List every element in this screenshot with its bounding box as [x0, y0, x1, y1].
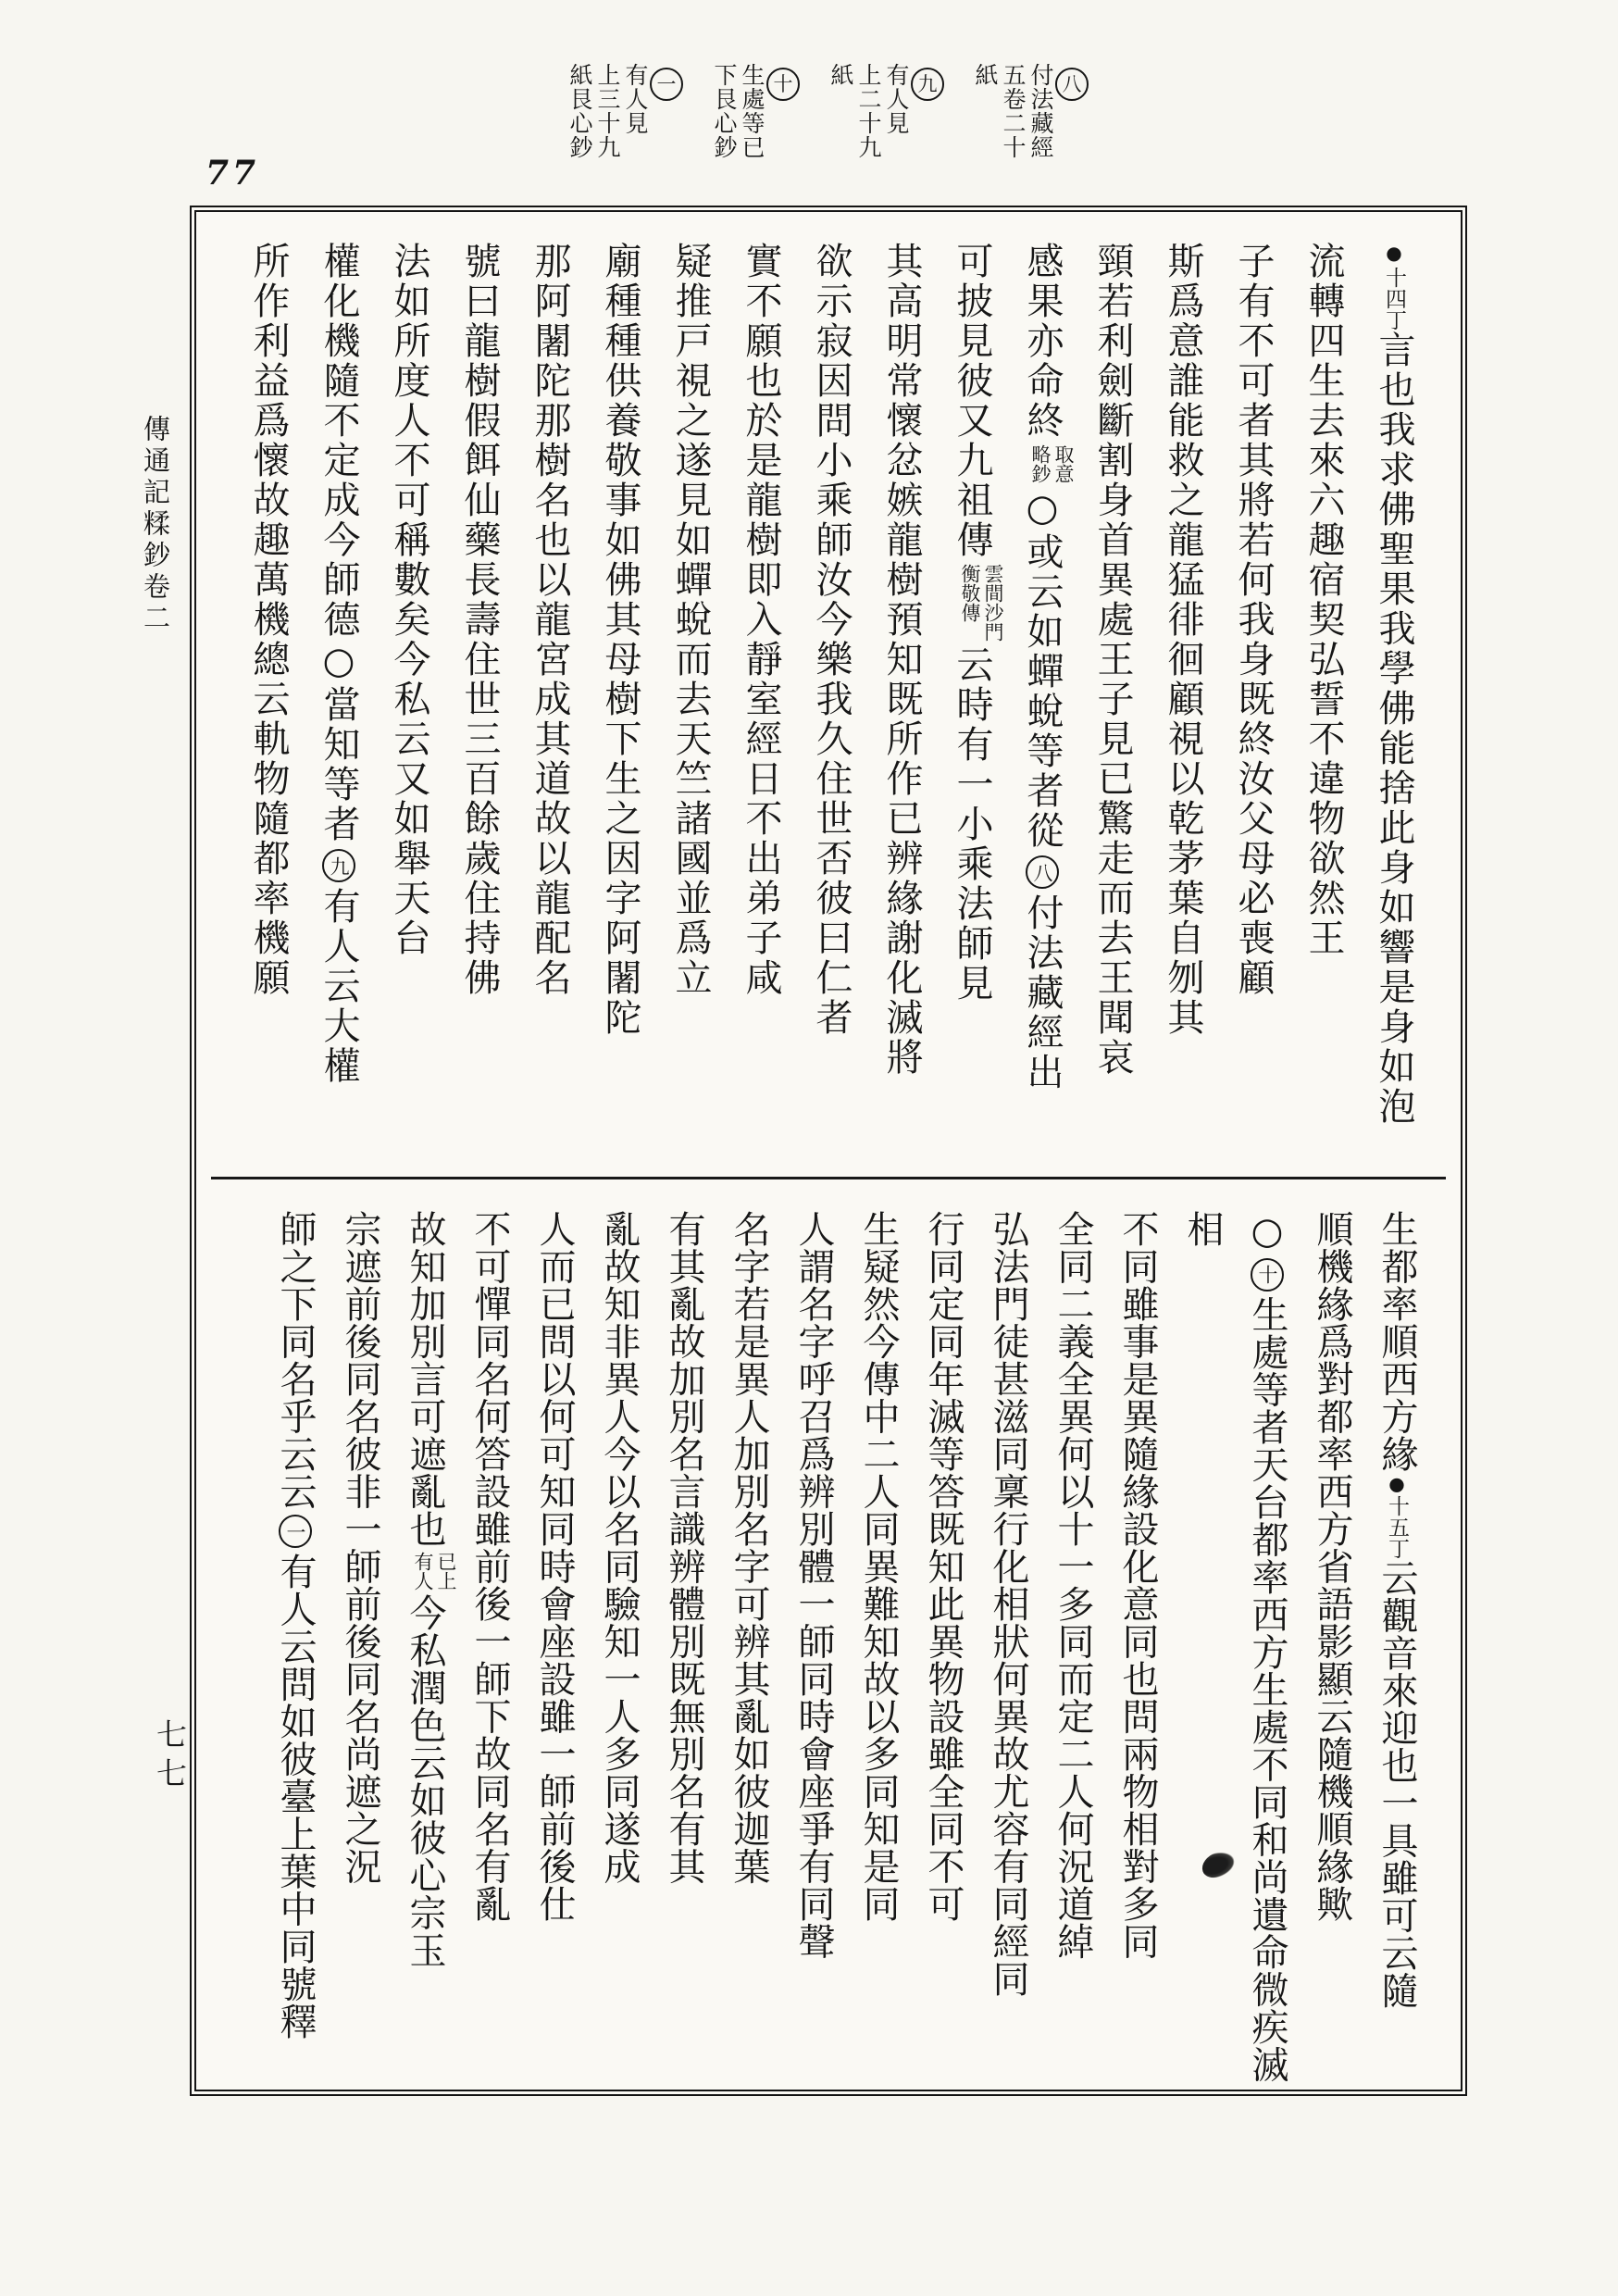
text-column — [585, 242, 655, 1169]
column-text: 有人云大權 — [317, 887, 360, 1086]
column-text: 亂故知非異人今以名同驗知一人多同遂成 — [598, 1210, 641, 1885]
header-reference-notes — [566, 63, 1089, 202]
header-note-column: 上三十九 — [594, 63, 621, 159]
header-note-column: 下艮心鈔 — [711, 63, 738, 159]
column-text: 其高明常懷忿嫉龍樹預知既所作已辨緣謝化滅將 — [880, 242, 923, 1078]
section-dot-mark: ● — [1386, 1472, 1408, 1495]
column-text: 生處等者天台都率西方生處不同和尚遺命微疾滅相 — [1181, 1210, 1288, 2083]
header-note-column: 有人見 — [883, 63, 910, 135]
text-column — [781, 1210, 846, 2091]
circled-reference-mark: 九 — [911, 68, 944, 101]
column-text: 不可憚同名何答設雖前後一師下故同名有亂 — [468, 1210, 511, 1923]
circled-reference-mark: 十 — [766, 68, 800, 101]
column-text: 有人云問如彼臺上葉中同號釋 — [274, 1553, 317, 2040]
upper-text-block — [224, 242, 1429, 1169]
text-column — [233, 242, 304, 1169]
header-note-group — [828, 63, 944, 159]
text-column — [1364, 1210, 1429, 2091]
column-text: 那阿闍陀那樹名也以龍宮成其道故以龍配名 — [529, 242, 571, 998]
text-column — [726, 242, 796, 1169]
circled-reference-mark: 八 — [1026, 855, 1059, 889]
text-column — [444, 242, 515, 1169]
column-text: 人而已問以何可知同時會座設雖一師前後仕 — [533, 1210, 576, 1923]
column-text: 行同定同年滅等答既知此異物設雖全同不可 — [922, 1210, 965, 1923]
header-note-group — [711, 63, 800, 159]
column-text: 權化機隨不定成今師德○當知等者 — [317, 242, 360, 844]
text-column — [304, 242, 374, 1169]
text-column — [457, 1210, 522, 2091]
interlinear-note — [411, 1552, 457, 1591]
column-text: 法如所度人不可稱數矣今私云又如舉天台 — [388, 242, 430, 958]
text-column — [1105, 1210, 1170, 2091]
text-column — [1288, 242, 1359, 1169]
text-column — [515, 242, 585, 1169]
column-text: 可披見彼又九祖傳 — [951, 242, 993, 560]
column-text: 欲示寂因問小乘師汝今樂我久住世否彼曰仁者 — [810, 242, 853, 1038]
column-text: 全同二義全異何以十一多同而定二人何況道綽 — [1052, 1210, 1094, 1960]
circled-reference-mark: 一 — [279, 1515, 312, 1548]
header-note-column: 紙 — [972, 63, 999, 87]
header-note-group — [972, 63, 1089, 159]
column-text: 今私潤色云如彼心宗玉 — [404, 1593, 446, 1969]
leaf-number-mark: 十五丁 — [1385, 1495, 1409, 1559]
column-text: 生都率順西方緣 — [1375, 1210, 1418, 1473]
header-note-column: 五卷二十 — [1000, 63, 1027, 159]
text-column — [911, 1210, 976, 2091]
column-text: 實不願也於是龍樹即入靜室經日不出弟子咸 — [740, 242, 782, 998]
text-column — [1170, 1210, 1300, 2091]
text-column — [587, 1210, 652, 2091]
folio-number-arabic: 77 — [205, 154, 260, 193]
text-column — [263, 1210, 328, 2091]
block-divider-rule — [211, 1177, 1446, 1179]
header-note-group — [566, 63, 683, 159]
column-text: 名字若是異人加別名字可辨其亂如彼迦葉 — [728, 1210, 770, 1885]
interlinear-note-line: 衡敬傳 — [959, 564, 981, 622]
column-text: ○或云如蟬蛻等者從 — [1021, 487, 1064, 851]
margin-volume-title: 傳通記糅鈔卷二 — [140, 415, 171, 635]
text-column — [937, 242, 1007, 1169]
interlinear-note-line: 雲間沙門 — [982, 564, 1004, 642]
text-column — [1359, 242, 1429, 1169]
text-column — [652, 1210, 716, 2091]
column-text: 疑推戸視之遂見如蟬蛻而去天竺諸國並爲立 — [669, 242, 712, 998]
text-column — [522, 1210, 587, 2091]
text-column — [716, 1210, 781, 2091]
text-column — [1148, 242, 1218, 1169]
column-text: 故知加別言可遮亂也 — [404, 1210, 446, 1548]
column-text: 子有不可者其將若何我身既終汝父母必喪顧 — [1232, 242, 1275, 998]
column-text: 頸若利劍斷割身首異處王子見已驚走而去王聞哀 — [1091, 242, 1134, 1078]
interlinear-note-line: 已上 — [435, 1551, 457, 1591]
text-column — [866, 242, 937, 1169]
column-text: 付法藏經出 — [1021, 893, 1064, 1092]
text-column — [976, 1210, 1040, 2091]
text-column — [328, 1210, 392, 2091]
text-column — [846, 1210, 911, 2091]
column-text: 人謂名字呼召爲辨別體一師同時會座爭有同聲 — [792, 1210, 835, 1960]
header-note-column: 紙艮心鈔 — [566, 63, 593, 159]
text-column — [796, 242, 866, 1169]
interlinear-note-line: 有人 — [412, 1551, 434, 1591]
column-text: 感果亦命終 — [1021, 242, 1064, 441]
column-text: ○ — [1246, 1210, 1288, 1254]
text-column — [374, 242, 444, 1169]
text-column — [1218, 242, 1288, 1169]
circled-reference-mark: 八 — [1055, 68, 1089, 101]
text-column — [1300, 1210, 1364, 2091]
column-text: 號曰龍樹假餌仙藥長壽住世三百餘歲住持佛 — [458, 242, 501, 998]
circled-reference-mark: 九 — [322, 849, 355, 882]
column-text: 云觀音來迎也一具雖可云隨 — [1375, 1559, 1418, 2009]
column-text: 斯爲意誰能救之龍猛徘徊顧視以乾茅葉自刎其 — [1162, 242, 1204, 1038]
column-text: 廟種種供養敬事如佛其母樹下生之因字阿闍陀 — [599, 242, 641, 1038]
folio-number-kanji: 七七 — [152, 1718, 188, 1796]
section-dot-mark: ● — [1383, 242, 1405, 267]
lower-text-block — [224, 1210, 1429, 2091]
column-text: 師之下同名乎云云 — [274, 1210, 317, 1510]
circled-reference-mark: 十 — [1251, 1258, 1284, 1292]
header-note-column: 有人見 — [622, 63, 649, 135]
text-column — [392, 1210, 457, 2091]
interlinear-note — [1028, 444, 1075, 483]
text-frame-border — [190, 206, 1467, 2096]
column-text: 所作利益爲懷故趣萬機總云軌物隨都率機願 — [247, 242, 290, 998]
header-note-column: 付法藏經 — [1027, 63, 1054, 159]
header-note-column: 上二十九 — [855, 63, 882, 159]
header-note-column: 生處等已 — [739, 63, 765, 159]
column-text: 宗遮前後同名彼非一師前後同名尚遮之況 — [339, 1210, 381, 1885]
circled-reference-mark: 一 — [650, 68, 683, 101]
text-column — [1077, 242, 1148, 1169]
interlinear-note-line: 略鈔 — [1029, 444, 1052, 483]
interlinear-note-line: 取意 — [1052, 444, 1075, 483]
column-text: 言也我求佛聖果我學佛能捨此身如響是身如泡 — [1373, 331, 1415, 1127]
column-text: 不同雖事是異隨緣設化意同也問兩物相對多同 — [1116, 1210, 1159, 1960]
column-text: 流轉四生去來六趣宿契弘誓不違物欲然王 — [1302, 242, 1345, 958]
column-text: 有其亂故加別名言識辨體別既無別名有其 — [663, 1210, 705, 1885]
column-text: 順機緣爲對都率西方省語影顯云隨機順緣歟 — [1311, 1210, 1353, 1923]
interlinear-note — [958, 564, 1004, 642]
column-text: 弘法門徒甚滋同稟行化相狀何異故尤容有同經同 — [987, 1210, 1029, 1998]
text-column — [1040, 1210, 1105, 2091]
column-text: 云時有一小乘法師見 — [951, 645, 993, 1004]
header-note-column: 紙 — [828, 63, 854, 87]
text-column — [1007, 242, 1077, 1169]
leaf-number-mark: 十四丁 — [1382, 267, 1406, 331]
text-column — [655, 242, 726, 1169]
column-text: 生疑然今傳中二人同異難知故以多同知是同 — [857, 1210, 900, 1923]
